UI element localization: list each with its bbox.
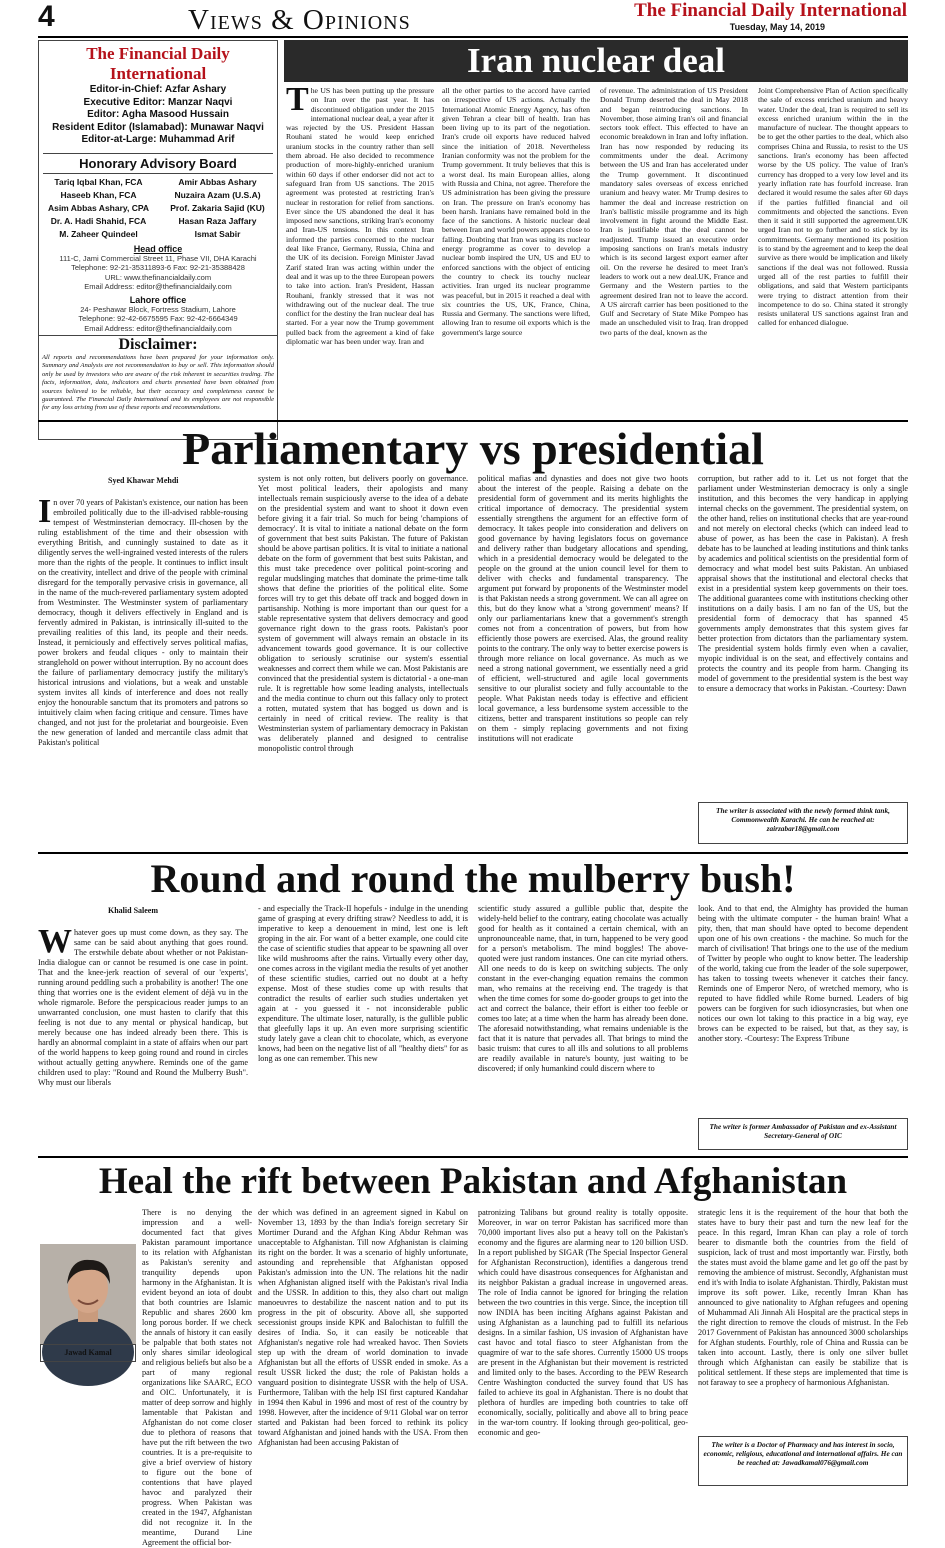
phone-line: Telephone: 92-21-35311893-6 Fax: 92-21-35388428 <box>71 263 245 272</box>
headline-iran: Iran nuclear deal <box>284 40 908 82</box>
issue-date: Tuesday, May 14, 2019 <box>729 22 825 32</box>
editor-line: Executive Editor: Manzar Naqvi <box>83 96 233 108</box>
article-column: all the other parties to the accord have carried on irrespective of US actions. Actually the International Atomic Energy Agency, has often given Tehran a clear bill of health. Iran has been living up to its part of the negotiation. Iran's crude oil exports have reduced halved since the initiation of 2018. Nevertheless Iranian conformity was not the problem for the Trump government. It truly believes that this is a worst deal. Its main European allies, along with Russia and China, not agree. Therefore the US administration has been giving the pressure on Iran. The pressure on Iran's economy has been harsh. Iranians have remained bold in the face of the sanctions. A historic nuclear deal between Iran and world powers appears close to falling. Doubting that Iran was using its nuclear energy programme as cover to develop a nuclear bomb inspired the UN, US and EU to enforced sanctions with the object of enticing the country to check its touchy nuclear activities. Iran urged its nuclear programme was peaceful, but in 2015 it reached a deal with six countries the US, UK, France, China, Russia and Germany. The sanctions were lifted, allowing Iran to resume oil exports which is the government's large source <box>442 86 590 337</box>
author-note: The writer is a Doctor of Pharmacy and has interest in socio, economic, religious, educational and international affairs. He can be reached at: Jawadkamal076@gmail.com <box>698 1436 908 1486</box>
headline-mulberry: Round and round the mulberry bush! <box>150 856 796 901</box>
advisory-member: Dr. A. Hadi Shahid, FCA <box>50 215 147 226</box>
disclaimer-title: Disclaimer: <box>39 335 277 354</box>
advisory-board-list <box>39 176 277 241</box>
article-column: corruption, but rather add to it. Let us not forget that the parliament under Westminsterian democracy is only a single institution, and this becomes the very handicap in applying internal checks on the government. The presidential system, on the other hand, relies on institutional checks that are year-round and not merely on electoral checks (which can indeed lead to abuse of power, as has been the case in Pakistan). A fresh debate has to be launched at leading institutions and think tanks by academics and political scientists on the presidential form of democracy and what model best suits Pakistan. An unbiased appraisal shows that the institutional and electoral checks that exist in a presidential system keep governments on their toes. The additional guarantees come with institutions checking other institutions on a daily basis. I am no fan of the US, but the presidential form of democracy that has spanned 45 governments amply demonstrates that this system gives far better protection from dictators than the parliamentary system. The presidential system holds firmly even when a cavalier, myopic individual is on the seat, and effectively contains and protects the country and its people from harm. Changing its model of government to the presidential system is the best way to ensure a democracy that works in Pakistan. -Courtesy: Dawn <box>698 474 908 693</box>
masthead-infobox <box>38 40 278 440</box>
article-column: system is not only rotten, but delivers poorly on governance. Yet most political leaders, their apologists and many intellectuals remain suspiciously averse to the idea of a debate on the presidential system and want to shoot it down even before giving it a fair trial. So much for being 'champions of democracy'. It is vital to initiate a national debate on the form of government that best suits Pakistan. The future of Pakistan should be above partisan politics. It is vital to initiate a national debate on the form of government that best suits Pakistan, and this must take precedence over political point-scoring and regular mudslinging matches that dominate the prime-time talk shows that define the priorities of the political elite. Some forces will try to get this debate off track and bogged down in partisanship. Nothing is more important than our quest for a stable representative system that delivers democracy and good governance right down to the grass roots. Pakistan's poor system of government will always remain an obstacle in its advancement towards good governance. It is our collective obligation to seriously scrutinise our system's essential weaknesses and correct them while we can. Most Pakistanis are convinced that the presidential system is dictatorial - a one-man rule. It is regrettable how some leading analysts, intellectuals and the media continue to churn out this fallacy only to protect a rotten, mutated system that has bogged us down and is certainly in need of critical review. The reality is that Westminsterian system of parliamentary democracy in Pakistan was deliberately planned and designed to centralise monopolistic control through <box>258 474 468 753</box>
lahore-office-title: Lahore office <box>129 294 187 305</box>
advisory-member: Hasan Raza Jaffary <box>178 215 257 226</box>
article-column: scientific study assured a gullible public that, despite the widely-held belief to the contrary, eating chocolate was actually good for health as it contained a certain chemical, with an unpronounceable name, that, in turn, happened to be very good for a person's metabolism. The mind boggles! The above-quoted were just random instances. One can cite myriad others. All one needs to do is keep on switching subjects. The only constant in the ever-changing equation remains the common man, who remains at the receiving end. The tragedy is that when the time comes for some do-gooder groups to get into the act and correct the balance, their effort is either too feeble or comes too late; at a time when the harm has already been done. The aforesaid notwithstanding, what remains undeniable is the fact that it is nature that pervades all. That brings to mind the basic truism: that cures to all ills and solutions to all problems are readily available in nature's bounty, just waiting to be discovered; if only humankind could discern where to <box>478 904 688 1073</box>
advisory-member: Haseeb Khan, FCA <box>60 189 137 200</box>
advisory-member: Amir Abbas Ashary <box>178 176 257 187</box>
editor-line: Editor-in-Chief: Azfar Ashary <box>89 84 227 95</box>
article-column: der which was defined in an agreement signed in Kabul on November 13, 1893 by the than India's foreign secretary Sir Mortimer Durand and the Afghan King Abdur Rehman was unacceptable to Afghanistan. Till now Afghanistan is claiming its right on the border. It was a scenario of highly unfortunate, astounding and reprehensible that Afghanistan opposed Pakistan's admission into the UN. The relations hit the nadir when Afghanistan aligned itself with the Pakistan's rival India and the USSR. In addition to this, they also chart out malign manoeuvres to destabilize the nascent nation and to put its progress in the pit of obscurity. Above all, she supported secessionist groups inside KPK and Balochistan to fulfill the desires of India. So, it can easily be noticeable that Afghanistan's negative role had wreaked havoc. Then Soviets step up with the dream of world domination to invade Afghanistan but all the efforts of USSR ended in smoke. As a result USSR licked the dust; the role of Pakistan holds a vanguard position to disintegrate USSR with the help of USA. Furthermore, Taliban with the help ISI first captured Kandahar in 1994 then Kabul in 1996 and most of rest of the country by 1998. However, after the incidence of 9/11 Global war on terror started and Pakistan had been forced to rethink its policy toward Afghanistan and joined hands with the USA. From then Afghanistan had been accusing Pakistan of <box>258 1208 468 1447</box>
infobox-paper-name: The Financial Daily International <box>86 44 230 83</box>
article-column: Whatever goes up must come down, as they say. The same can be said about anything that goes round. The erstwhile debate about whether or not Pakistan-India dialogue can or cannot be resumed is one case in point. That and the knee-jerk reaction of several of our 'experts', running around peddling such a probability is another! The one thing that worries one is the evident element of déjà vu in the whole rigmarole. Before the perspicacious reader jumps to an unwarranted conclusion, one must hasten to clarify that this feeling is not due to any mental or physical handicap, but merely because one has indeed already been there. This is hardly an abnormal complaint in a state of affairs when our part of the world happens to keep going round and round in circles without actually getting anywhere. Reminds one of the game children used to play: "Round and Round the Mulberry Bush". Why must our liberals <box>38 923 248 1087</box>
editor-line: Editor-at-Large: Muhammad Arif <box>81 134 235 145</box>
section-title: Views & Opinions <box>188 4 411 36</box>
article-column: The US has been putting up the pressure on Iran over the past year. It has discontinued obligation under the 2015 international nuclear deal, a year after it was rejected by the US. President Hassan Rouhani stated he would keep enriched uranium stocks in the country rather than sell them abroad. He also decided to recommence production of more-highly-enriched uranium within 60 days if other endorser did not act to safeguard Iran from US sanctions. The 2015 agreement was protested at restricting Iran's nuclear in restoration for relief from sanctions. Ever since the US abandoned the deal it has imposed new sanctions, striking Iran's economy and Iran-US tensions. In this context Iran informed the parties concerned to the nuclear deal like France, Germany, Russia, China and the UK of its decision. Foreign Minister Javad Zarif stated Iran was acting within under the deal and it was up to the three European powers to take into action. Iran's President, Hassan Rouhani, frankly stressed that it was not withdrawing out of the nuclear deal. The true conflict for the destiny the Iran nuclear deal has started. For a year now the Trump government pulled back from the agreement a kind of fake diplomatic war has been under way. Iran and <box>286 81 434 347</box>
advisory-member: M. Zaheer Quindeel <box>59 228 138 239</box>
article-column: In over 70 years of Pakistan's existence, our nation has been embroiled politically due to the ill-advised rabble-rousing tempest of Westminsterian democracy. Ill-chosen by the ruling establishment of the time and their obsession with everything British, and cunningly sustained to date as it diligently serves the well-ingrained vested interests of the rulers more than the rights of the people. It continues to inflict insult on the creativity, intellect and drive of the people with criminal disregard for the temporally pervasive crisis in governance, all in the name of the much-revered parliamentary system adopted from Westminster. The Westminster system of parliamentary democracy, though it delivers effectively in England and is fervently admired in Pakistan, is intrinsically ill-suited to the prevailing realities of this land, its people and their needs. Instead, it perniciously and effectively serves political mafias, power brokers and feudal cliques - only to maintain their stranglehold on power without interruption. By no account does the failure of parliamentary democracy justify the military's historical intrusions and violations, but a weak and unstable system invites all kinds of interference and does not really enjoy the honourable sanctum that its promoters and patrons so intuitively claim when facing critique and censure. Times have changed, and not just for the proletariat and bourgeoisie. Even the new generation of landed and mercantile class admit that Pakistan's political <box>38 493 248 747</box>
photo-caption: Jawad Kamal <box>40 1344 136 1362</box>
article-column: of revenue. The administration of US President Donald Trump deserted the deal in May 2018 and began reintroducing sanctions. In November, those aiming Iran's oil and financial sectors took effect. This effected to have an economic breakdown in Iran and lofty inflation. Iran has now responded by reducing its commitments under the deal. Acrimony between the US and Iran has accelerated under the Trump government. It discontinued mandatory sales overseas of excess enriched uranium and heavy water. Mr Trump desires to hammer the deal and increase restriction on Iran's ballistic missile programme and its high involvement in fight around the Middle East. Iran is justifiable that the deal cannot be readjusted. Trump issued an executive order imposing sanctions on Iran's metals industry which is its second largest export earner after oil. On the reverse he desired to meet Iran's leaders to work out a new deal.UK, France and Germany and the Western parties to the agreement desired Iran not to leave the accord. A US aircraft carrier has been positioned to the Gulf and Secretary of State Mike Pompeo has made an unscheduled visit to Iraq. Iran dropped two parts of the deal, known as the <box>600 86 748 337</box>
byline: Khalid Saleem <box>108 906 159 915</box>
address-line: 24- Peshawar Block, Fortress Stadium, Lahore <box>80 304 236 314</box>
email-link[interactable]: Email Address: editor@thefinancialdaily.com <box>84 323 232 333</box>
paper-name: The Financial Daily International <box>634 0 907 21</box>
article-column: political mafias and dynasties and does not give two hoots about the interest of the people. Raising a debate on the presidential form of government and its merits highlights the critical importance of democracy. The presidential system essentially strengthens the argument for an effective form of democracy. It takes people into consideration and delivers on good governance by having legislators focus on governance and delivery rather than budgetary allocations and spending, which in a presidential democracy would be delegated to the people on the ground at the union council level for them to deliver with checks and fundamental transparency. The argument put forward by proponents of the Westminster model is that Pakistan needs a strong government. We can all agree on this, but do they know what a 'strong government' means? If only our parliamentarians knew that a government's strength comes not from a concentration of powers, but from how efficiently those powers are exercised. Alas, the ground reality points to the contrary. The only way to better exercise powers is through more reliance on local governance. As much as we need a strong national government, we essentially need a grid of efficient, well-structured and agile local governments sensitive to our pluralist society and fully accountable to the people. What Pakistan needs today is effective and efficient local governance, a less burdensome system accessible to the citizens, better and transparent institutions so people can rely on them - simply replacing governments and not fixing institutions will not eradicate <box>478 474 688 743</box>
advisory-member: Prof. Zakaria Sajid (KU) <box>170 202 265 213</box>
advisory-board-title: Honorary Advisory Board <box>43 153 273 174</box>
author-note: The writer is associated with the newly formed think tank, Commonwealth Karachi. He can be reached at: zairzabar18@gmail.com <box>698 802 908 844</box>
page-number: 4 <box>38 0 55 33</box>
headline-rift: Heal the rift between Pakistan and Afghanistan <box>98 1161 848 1202</box>
article-column: There is no denying the impression and a well-documented fact that gives Pakistan paramount importance to its relation with Afghanistan as Pakistan's serenity and tranquility depends upon harmony in the Afghanistan. It is evident beyond an iota of doubt that both countries are Islamic Republic and shares 2600 km long porous border. If we check the annals of history it can easily be palpable that both states not only shares similar ideological and religious beliefs but also be a part of many regional organizations like SAARC, ECO and OIC. Unfortunately, it is matter of deep sorrow and highly lamentable that Pakistan and Afghanistan do not come closer due to plethora of reasons that have put the rift between the two countries. It is a pre-requisite to give a brief overview of history to figure out the bone of contentions that have played havoc and paralyzed their progress. When Pakistan was created in the 1947, Afghanistan did not recognize it. In the meantime, Durand Line Agreement the official bor- <box>142 1208 252 1547</box>
phone-line: Telephone: 92-42-6675595 Fax: 92-42-6664349 <box>78 314 238 323</box>
advisory-member: Ismat Sabir <box>194 228 241 239</box>
masthead-rule <box>38 36 908 38</box>
article-column: look. And to that end, the Almighty has provided the human being with the ultimate computer - the human brain! What a pity, then, that man should have opted to become dependent upon one of his own creations - the machine. So much for the march of civilisation! That brings one to the use of the medium of Twitter by people who ought to know better. The leadership of the world, taking cue from the leader of the sole superpower, has taken to tossing tweets whenever it catches their fancy. Reminds one of Emperor Nero, of wretched memory, who is reputed to have fiddled while Rome burned. Leaders of big powers can be forgiven for such idiosyncrasies, but when one notices our own lot taking to this practice in a big way, eye brows can be expected to be raised, but that, as they say, is another story. -Courtesy: The Express Tribune <box>698 904 908 1043</box>
email-link[interactable]: Email Address: editor@thefinancialdaily.com <box>84 282 232 291</box>
article-column: Joint Comprehensive Plan of Action specifically the sale of excess enriched uranium and heavy water. Under the deal, Iran is required to sell its excess enriched uranium within the in the manufacture of nuclear. The thought appears to be to get the other parties to the deal, which also comprises China and Russia, to resist to the US sanctions. Iran's economy has been affected worse by the US policy. The value of Iran's currency has dropped to a very low level and its yearly inflation rate has fourfold increase. Iran declared it would resume the sales after 60 days if the parties fulfilled financial and oil commitments and objected the sanctions. Even then it said it still supported the agreement.UK urged Iran not to go further and to stick by its commitments. Germany mentioned its position is to stand by the agreement and to keep the deal survive as there would be implication and likely sanctions if the deal was not followed. Russia urged all of the rest parties to fulfill their obligations, and said that Western participants were trying to distract attention from their incompetence to do so. China stated it strongly resists unilateral US sanctions against Iran and called for enhanced dialogue. <box>758 86 908 328</box>
disclaimer-text: All reports and recommendations have been prepared for your information only. Summary and Analysis are not recommendation to buy or sell. This information should only be used by investors who are aware of the risk inherent in securities trading. The facts, information, data, indicators and charts presented have been obtained from sources believed to be reliable, but their accuracy and completeness cannot be guaranteed. The Financial Daily International and its employees are not responsible for any loss arising from use of these reports and recommendations. <box>42 354 274 412</box>
address-line: 111-C, Jami Commercial Street 11, Phase VII, DHA Karachi <box>59 253 257 263</box>
article-column: patronizing Talibans but ground reality is totally opposite. Moreover, in war on terror Pakistan has sacrificed more than 70,000 important lives also put a heavy toll on the Pakistan's economy and the figures are alarming near to 120 billion USD. In a report published by SIGAR (The Special Inspector General for Afghanistan Reconstruction), identifies a dangerous trend which could have disastrous consequences for Afghanistan and its neighbor Pakistan a gradual increase in ungoverned areas. The role of India cannot be ignored for bringing the relation between the two countries in this verge. Since, the inception till now INDIA has been inciting Afghans against Pakistan and using Afghanistan as a launching pad to fulfill its nefarious designs. In a similar fashion, US invasion of Afghanistan have cast havoc and total fiasco to steer Afghanistan from the quagmire of war to the safe shores. Currently 15000 US troops are present in the Afghanistan but their movement is restricted and limited only to the bases. According to the PEW Research Centre Washington conducted the survey found that US has failed to achieve its goal in Afghanistan. There is no doubt that plethora of hurdles are impeding both countries to take off economically, socially, politically and above all to bring peace in the war-torn country. If looking through geo-political, geo-economic and geo- <box>478 1208 688 1437</box>
headline-parliamentary: Parliamentary vs presidential <box>182 423 764 474</box>
head-office-title: Head office <box>133 243 183 254</box>
article-column: - and especially the Track-II hopefuls - indulge in the unending game of grasping at every drifting straw? Needless to add, it is imperative to keep a denouement in mind, lest one is left groping in the air. For want of a better example, one could cite the case of scientific studies that appear to be spawning all over like wild mushrooms after the rains. Virtually every other day, one comes across in the vigilant media the results of yet another of these scientific studies, carried out no doubt at a hefty expense. Most of these studies come up with results that contradict the results of earlier such studies undertaken yet again at - you guessed it - not inconsiderable public expenditure. The ultimate loser, naturally, is the gullible public that gleefully laps it up. An even more surprising scientific study lately gave a clean chit to chocolate, which, as everyone knows, had been on the negative list of all "healthy diets" for as long as one can remember. This new <box>258 904 468 1063</box>
editor-line: Resident Editor (Islamabad): Munawar Naqvi <box>52 121 264 133</box>
article-column: strategic lens it is the requirement of the hour that both the states have to bury their past and turn the new leaf for the peace. In this regard, Imran Khan can play a role of torch bearer to dismantle both the countries from the field of suspicion, lack of trust and most importantly war. Firstly, both the states must avoid the blame game and let go off the past by removing the ambience of mistrust. Secondly, Afghanistan must end it's with India to isolate Afghanistan. Thirdly, Pakistan must improve its soft power. Like, recently Imran Khan has announced to give nationality to Afghan refugees and opening of Muhammad Ali Jinnah Ali Hospital are the practical steps in the right direction to remove the clouds of mistrust. In the Feb 2017 Government of Pakistan has announced 3000 scholarships for Afghan students. Fourthly, role of China and Russia can be taken into account. Lastly, there is only one silver bullet through which Afghanistan can easily be stabilize that is political settlement. If these steps are implemented that time is not faraway to see a prophecy of harmonious Afghanistan. <box>698 1208 908 1387</box>
author-note: The writer is former Ambassador of Pakistan and ex-Assistant Secretary-General of OIC <box>698 1118 908 1150</box>
byline: Syed Khawar Mehdi <box>108 476 179 485</box>
advisory-member: Nuzaira Azam (U.S.A) <box>174 189 261 200</box>
advisory-member: Tariq Iqbal Khan, FCA <box>54 176 143 187</box>
author-portrait-image <box>40 1244 136 1344</box>
url-link[interactable]: URL: www.thefinancialdaily.com <box>104 272 212 282</box>
author-photo <box>40 1244 136 1344</box>
editor-line: Editor: Agha Masood Hussain <box>87 109 229 120</box>
advisory-member: Asim Abbas Ashary, CPA <box>47 202 150 213</box>
